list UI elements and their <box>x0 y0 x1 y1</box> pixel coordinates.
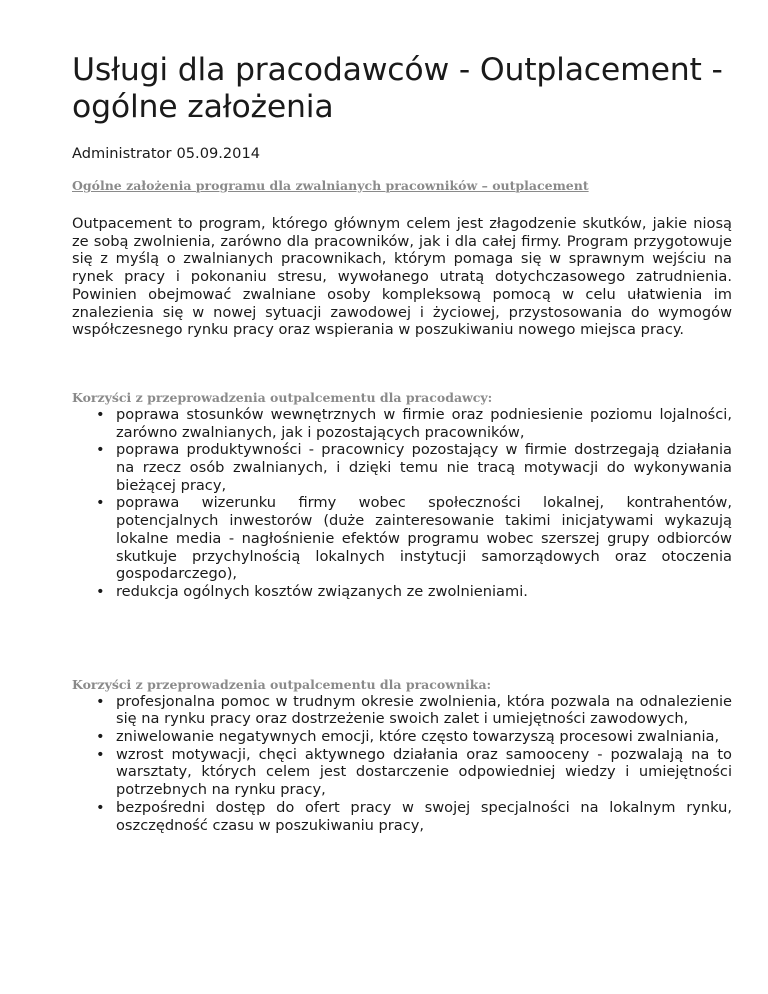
employer-benefits-list <box>72 406 732 601</box>
bullet-icon: • <box>96 745 105 763</box>
intro-paragraph-2: Powinien obejmować zwalniane osoby kompleksową pomocą w celu ułatwienia im znalezienia się w nowej sytuacji zawodowej i życiowej, przystosowania do wymogów współczesnego rynku pracy oraz wspierania w poszukiwaniu nowego miejsca pracy. <box>72 285 732 339</box>
publish-date: 05.09.2014 <box>176 145 261 162</box>
employee-benefits-list <box>72 693 732 835</box>
page-title: Usługi dla pracodawców - Outplacement - ogólne założenia <box>72 52 723 125</box>
list-item: • bezpośredni dostęp do ofert pracy w swojej specjalności na lokalnym rynku, oszczędność czasu w poszukiwaniu pracy, <box>96 798 732 834</box>
list-item: • wzrost motywacji, chęci aktywnego działania oraz samooceny - pozwalają na to warsztaty, których celem jest dostarczenie odpowiedniej wiedzy i umiejętności potrzebnych na rynku pracy, <box>96 745 732 799</box>
bullet-icon: • <box>96 582 105 600</box>
list-item: • redukcja ogólnych kosztów związanych ze zwolnieniami. <box>96 582 528 600</box>
author-name: Administrator <box>72 145 172 162</box>
bullet-icon: • <box>96 405 105 423</box>
employee-benefits-heading: Korzyści z przeprowadzenia outpalcementu dla pracownika: <box>72 676 492 692</box>
list-item: • zniwelowanie negatywnych emocji, które często towarzyszą procesowi zwalniania, <box>96 728 720 746</box>
list-item: • poprawa wizerunku firmy wobec społeczności lokalnej, kontrahentów, potencjalnych inwestorów (duże zainteresowanie takimi inicjatywami wykazują lokalne media - nagłośnienie efektów programu wobec szerszej grupy odbiorców skutkuje przychylnością lokalnych instytucji samorządowych oraz otoczenia gospodarczego), <box>96 494 732 583</box>
employer-benefits-heading: Korzyści z przeprowadzenia outpalcementu dla pracodawcy: <box>72 389 493 405</box>
intro-paragraph-1: Outpacement to program, którego głównym celem jest złagodzenie skutków, jakie niosą ze sobą zwolnienia, zarówno dla pracowników, jak i dla całej firmy. Program przygotowuje się z myślą o zwalnianych pracownikach, którym pomaga się w sprawnym wejściu na rynek pracy i pokonaniu stresu, wywołanego utratą dotychczasowego zatrudnienia. <box>72 215 732 286</box>
list-item: • poprawa produktywności - pracownicy pozostający w firmie dostrzegają działania na rzecz osób zwalnianych, i dzięki temu nie tracą motywacji do wykonywania bieżącej pracy, <box>96 441 732 494</box>
list-item: • poprawa stosunków wewnętrznych w firmie oraz podniesienie poziomu lojalności, zarówno zwalnianych, jak i pozostających pracowników, <box>96 405 732 441</box>
bullet-icon: • <box>96 728 105 746</box>
intro-heading: Ogólne założenia programu dla zwalnianych pracowników – outplacement <box>72 178 589 193</box>
document-page <box>72 0 732 834</box>
bullet-icon: • <box>96 692 105 710</box>
bullet-icon: • <box>96 441 105 459</box>
article-meta <box>72 145 732 163</box>
bullet-icon: • <box>96 494 105 512</box>
bullet-icon: • <box>96 798 105 816</box>
list-item: • profesjonalna pomoc w trudnym okresie zwolnienia, która pozwala na odnalezienie się na rynku pracy oraz dostrzeżenie swoich zalet i umiejętności zawodowych, <box>96 692 732 728</box>
